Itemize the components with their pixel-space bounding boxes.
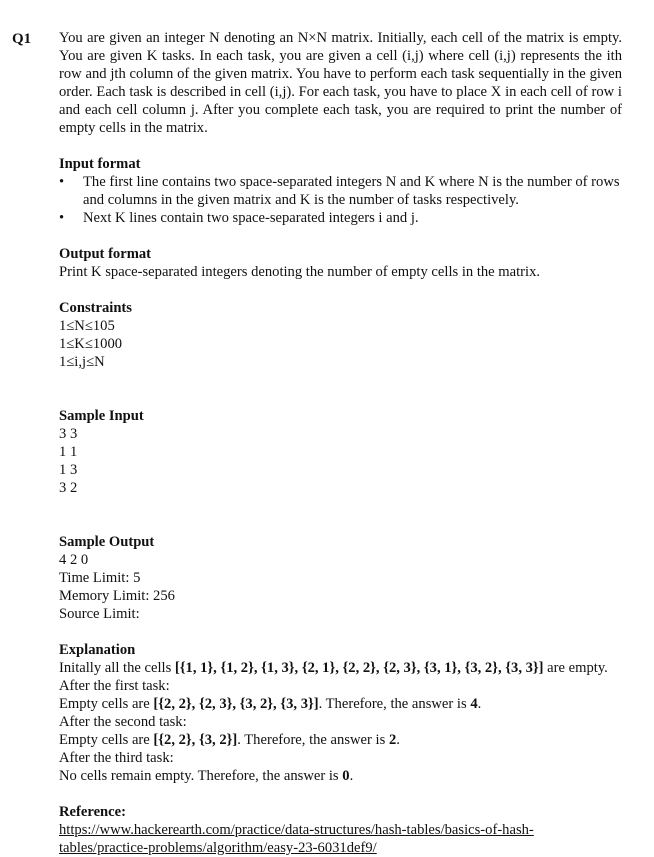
sample-input-heading: Sample Input bbox=[59, 408, 144, 424]
problem-statement: You are given an integer N denoting an N×N matrix. Initially, each cell of the matrix is empty. You are given K tasks. In each task, you are given a cell (i,j) where cell (i,j) represents the ith row and jth column of the given matrix. You have to perform each task sequentially in the given order. Each task is described in cell (i,j). For each task, you have to place X in each cell of row i and each cell column j. After you complete each task, you are required to print the number of empty cells in the matrix. bbox=[59, 30, 622, 136]
output-format-text: Print K space-separated integers denoting the number of empty cells in the matrix. bbox=[59, 264, 541, 280]
explanation-step-label: After the third task: bbox=[59, 750, 174, 766]
explanation-step-2 bbox=[59, 731, 622, 749]
cell-list: [{2, 2}, {2, 3}, {3, 2}, {3, 3}] bbox=[153, 696, 319, 712]
sample-input-line: 3 2 bbox=[59, 480, 78, 496]
answer-value: 4 bbox=[470, 696, 478, 712]
output-format-heading: Output format bbox=[59, 246, 152, 262]
answer-value: 2 bbox=[388, 732, 397, 748]
list-item bbox=[59, 209, 622, 227]
explanation-step-1 bbox=[59, 695, 622, 713]
constraints-section bbox=[59, 299, 622, 371]
reference-link[interactable] bbox=[59, 839, 622, 857]
memory-limit: Memory Limit: 256 bbox=[59, 588, 175, 604]
sample-output-value: 4 2 0 bbox=[59, 552, 89, 568]
period: . bbox=[396, 732, 400, 748]
bullet-icon: • bbox=[59, 210, 65, 226]
explanation-step-3 bbox=[59, 767, 622, 785]
reference-link-line-1[interactable]: https://www.hackerearth.com/practice/data-structures/hash-tables/basics-of-hash- bbox=[59, 822, 534, 838]
bullet-icon: • bbox=[59, 174, 65, 190]
reference-section bbox=[59, 803, 622, 857]
explanation-section bbox=[59, 641, 622, 785]
sample-output-heading: Sample Output bbox=[59, 534, 155, 550]
problem-content bbox=[59, 29, 622, 857]
time-limit: Time Limit: 5 bbox=[59, 570, 141, 586]
explanation-text: Empty cells are bbox=[59, 696, 154, 712]
period: . bbox=[349, 768, 354, 784]
sample-output-section bbox=[59, 533, 622, 623]
explanation-text: . Therefore, the answer is bbox=[318, 696, 471, 712]
input-format-bullet-1: The first line contains two space-separated integers N and K where N is the number of rows and columns in the given matrix and K is the number of tasks respectively. bbox=[83, 174, 620, 208]
question-number: Q1 bbox=[12, 31, 32, 47]
cell-list: [{1, 1}, {1, 2}, {1, 3}, {2, 1}, {2, 2}, {2, 3}, {3, 1}, {3, 2}, {3, 3}] bbox=[174, 660, 544, 676]
explanation-text: No cells remain empty. Therefore, the answer is bbox=[59, 768, 343, 784]
cell-list: [{2, 2}, {3, 2}] bbox=[153, 732, 238, 748]
source-limit: Source Limit: bbox=[59, 606, 140, 622]
reference-link-line-2[interactable]: tables/practice-problems/algorithm/easy-23-6031def9/ bbox=[59, 840, 377, 856]
input-format-heading: Input format bbox=[59, 156, 141, 172]
explanation-text: Empty cells are bbox=[59, 732, 154, 748]
constraint-k: 1≤K≤1000 bbox=[59, 336, 123, 352]
explanation-initial bbox=[59, 659, 622, 677]
period: . bbox=[477, 696, 482, 712]
explanation-step-label: After the second task: bbox=[59, 714, 187, 730]
explanation-text: . Therefore, the answer is bbox=[237, 732, 389, 748]
reference-heading: Reference: bbox=[59, 804, 126, 820]
explanation-text: are empty. bbox=[543, 660, 608, 676]
sample-input-section bbox=[59, 407, 622, 497]
output-format-section bbox=[59, 245, 622, 281]
sample-input-line: 1 1 bbox=[59, 444, 78, 460]
sample-input-line: 3 3 bbox=[59, 426, 78, 442]
constraint-ij: 1≤i,j≤N bbox=[59, 354, 105, 370]
explanation-heading: Explanation bbox=[59, 642, 136, 658]
input-format-bullet-2: Next K lines contain two space-separated integers i and j. bbox=[83, 210, 419, 226]
reference-link[interactable] bbox=[59, 821, 622, 839]
list-item bbox=[59, 173, 622, 209]
constraint-n: 1≤N≤105 bbox=[59, 318, 115, 334]
explanation-step-label: After the first task: bbox=[59, 678, 170, 694]
input-format-section bbox=[59, 155, 622, 227]
answer-value: 0 bbox=[342, 768, 350, 784]
input-format-list bbox=[59, 173, 622, 227]
constraints-heading: Constraints bbox=[59, 300, 132, 316]
explanation-text: Initally all the cells bbox=[59, 660, 175, 676]
sample-input-line: 1 3 bbox=[59, 462, 78, 478]
